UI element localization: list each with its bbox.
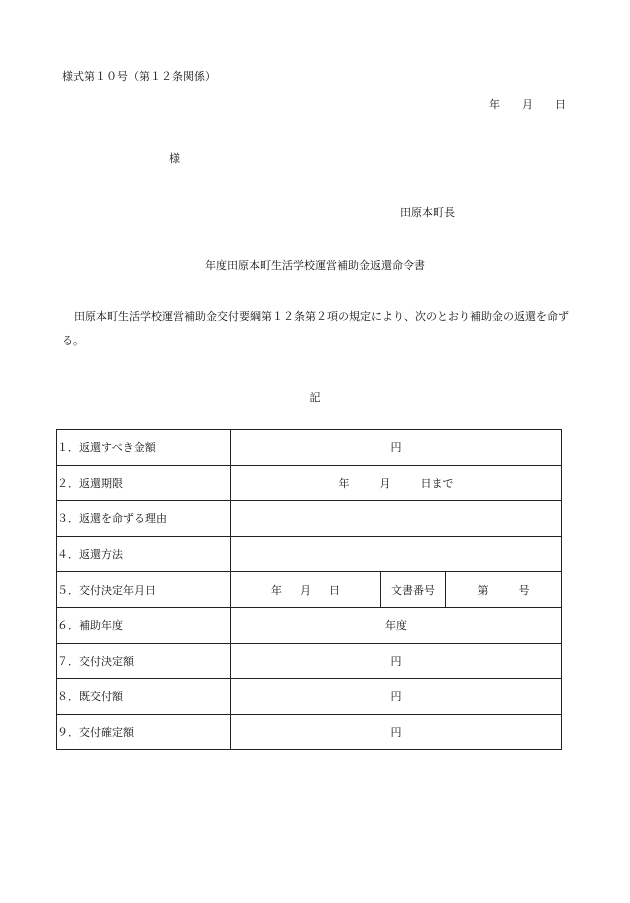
row-value — [231, 536, 562, 572]
table-row — [57, 714, 562, 750]
document-title: 年度田原本町生活学校運営補助金返還命令書 — [205, 259, 425, 272]
row-value: 円 — [231, 714, 562, 750]
table-row — [57, 572, 562, 608]
decision-date-cell — [231, 572, 381, 608]
deadline-month-label: 月 — [379, 476, 391, 490]
dai-label: 第 — [477, 583, 489, 597]
table-row — [57, 465, 562, 501]
table-row — [57, 643, 562, 679]
form-number: 様式第１０号（第１２条関係） — [62, 70, 216, 83]
doc-number-label: 文書番号 — [381, 572, 446, 608]
row-label: ９．交付確定額 — [57, 714, 231, 750]
table-row — [57, 501, 562, 537]
row-value: 円 — [231, 679, 562, 715]
ki-heading: 記 — [309, 391, 321, 404]
date-year-label: 年 — [489, 98, 500, 111]
row-label: ３．返還を命ずる理由 — [57, 501, 231, 537]
row-label: ８．既交付額 — [57, 679, 231, 715]
row-label: １．返還すべき金額 — [57, 430, 231, 466]
row-label: ７．交付決定額 — [57, 643, 231, 679]
issuer-name: 田原本町長 — [400, 206, 455, 219]
table-row — [57, 679, 562, 715]
table-row — [57, 536, 562, 572]
row-label: ５．交付決定年月日 — [57, 572, 231, 608]
row-value: 円 — [231, 430, 562, 466]
decision-day-label: 日 — [329, 583, 340, 597]
decision-year-label: 年 — [271, 583, 282, 597]
details-table — [56, 429, 562, 750]
row-value — [231, 465, 562, 501]
date-month-label: 月 — [522, 98, 533, 111]
row-label: ４．返還方法 — [57, 536, 231, 572]
body-text: 田原本町生活学校運営補助金交付要綱第１２条第２項の規定により、次のとおり補助金の返還を命ずる。 — [62, 310, 569, 347]
row-label: ２．返還期限 — [57, 465, 231, 501]
recipient-suffix: 様 — [169, 152, 180, 165]
table-row — [57, 607, 562, 643]
date-day-label: 日 — [555, 98, 566, 111]
row-value — [231, 501, 562, 537]
row-value: 円 — [231, 643, 562, 679]
row-value: 年度 — [231, 607, 562, 643]
table-row — [57, 430, 562, 466]
doc-number-value — [446, 572, 562, 608]
deadline-year-label: 年 — [338, 476, 350, 490]
row-label: ６．補助年度 — [57, 607, 231, 643]
decision-month-label: 月 — [300, 583, 311, 597]
gou-label: 号 — [518, 583, 530, 597]
issue-date — [489, 96, 566, 112]
deadline-day-label: 日まで — [420, 476, 454, 490]
